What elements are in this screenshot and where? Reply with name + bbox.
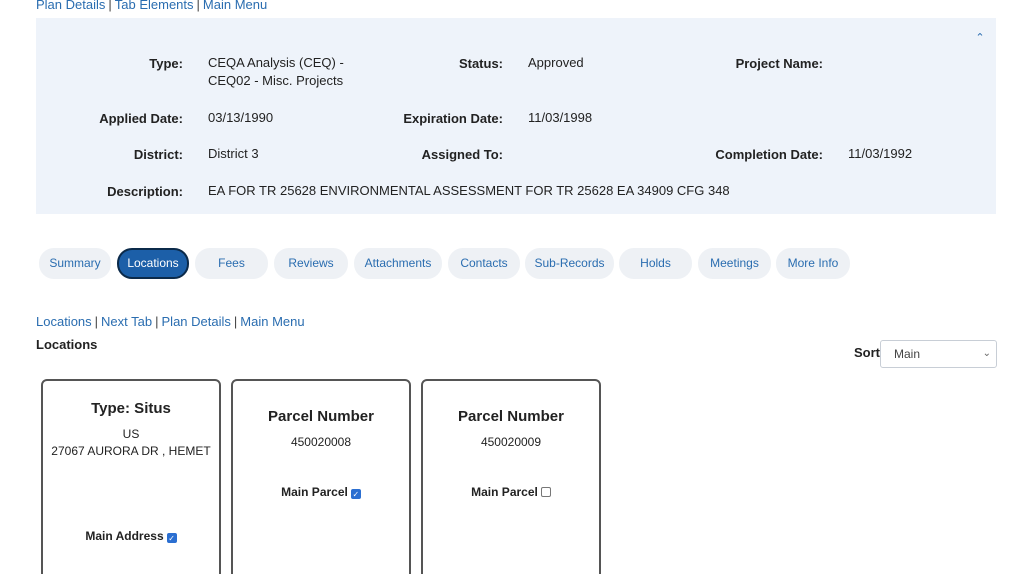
checkbox-icon[interactable] [541, 487, 551, 497]
location-card [421, 379, 601, 574]
top-breadcrumb [36, 0, 267, 12]
assigned-to-label: Assigned To: [421, 147, 503, 162]
plan-details-panel [36, 18, 996, 214]
type-value [208, 54, 344, 90]
status-value: Approved [528, 55, 584, 70]
tab-fees[interactable]: Fees [195, 248, 268, 279]
card-parcel-number: 450020009 [480, 435, 542, 449]
expiration-date-value: 11/03/1998 [528, 110, 593, 125]
main-parcel-row [423, 485, 599, 499]
type-value-line1: CEQA Analysis (CEQ) - [208, 55, 344, 70]
chevron-up-icon[interactable]: ⌃ [975, 32, 985, 44]
tab-contacts[interactable]: Contacts [448, 248, 520, 279]
breadcrumb-next-tab[interactable]: Next Tab [101, 314, 153, 329]
main-address-row [43, 529, 219, 543]
breadcrumb-main-menu[interactable]: Main Menu [202, 0, 268, 12]
card-title: Type: Situs [91, 400, 171, 417]
main-address-label: Main Address [85, 529, 164, 543]
applied-date-value: 03/13/1990 [208, 110, 274, 125]
card-title: Parcel Number [458, 408, 564, 425]
card-title: Parcel Number [268, 408, 374, 425]
breadcrumb-plan-details[interactable]: Plan Details [36, 0, 106, 12]
breadcrumb-separator: | [155, 314, 159, 329]
locations-breadcrumb [36, 314, 305, 329]
breadcrumb-separator: | [94, 314, 99, 329]
location-card [231, 379, 411, 574]
status-label: Status: [458, 56, 503, 71]
chevron-down-icon: ⌄ [982, 348, 991, 359]
record-tabs [36, 248, 996, 279]
breadcrumb-locations[interactable]: Locations [36, 314, 92, 329]
district-label: District: [133, 147, 183, 162]
breadcrumb-main-menu[interactable]: Main Menu [240, 314, 305, 329]
location-card [41, 379, 221, 574]
breadcrumb-separator: | [233, 314, 238, 329]
card-country: US [122, 427, 140, 441]
sort-label: Sort [854, 345, 880, 360]
tab-more-info[interactable]: More Info [776, 248, 850, 279]
tab-meetings[interactable]: Meetings [698, 248, 771, 279]
breadcrumb-tab-elements[interactable]: Tab Elements [114, 0, 194, 12]
tab-attachments[interactable]: Attachments [354, 248, 442, 279]
tab-locations[interactable]: Locations [117, 248, 189, 279]
completion-date-label: Completion Date: [715, 147, 823, 162]
sort-selected-value: Main [894, 347, 921, 361]
type-value-line2: CEQ02 - Misc. Projects [208, 73, 344, 88]
type-label: Type: [149, 56, 183, 71]
breadcrumb-separator: | [196, 0, 200, 12]
sort-select[interactable] [880, 340, 997, 368]
checkbox-icon[interactable]: ✓ [168, 534, 175, 543]
description-label: Description: [107, 184, 183, 199]
checkbox-icon[interactable]: ✓ [352, 490, 360, 499]
main-parcel-label: Main Parcel [281, 485, 348, 499]
breadcrumb-plan-details[interactable]: Plan Details [161, 314, 231, 329]
tab-summary[interactable]: Summary [39, 248, 111, 279]
district-value: District 3 [208, 146, 259, 161]
section-title: Locations [36, 337, 98, 352]
tab-holds[interactable]: Holds [619, 248, 692, 279]
card-parcel-number: 450020008 [290, 435, 352, 449]
card-address: 27067 AURORA DR , HEMET [51, 444, 211, 458]
project-name-label: Project Name: [735, 56, 823, 71]
applied-date-label: Applied Date: [99, 111, 183, 126]
breadcrumb-separator: | [108, 0, 112, 12]
description-value: EA FOR TR 25628 ENVIRONMENTAL ASSESSMENT FOR TR 25628 EA 34909 CFG 348 [208, 183, 730, 198]
main-parcel-row [233, 485, 409, 499]
completion-date-value: 11/03/1992 [848, 146, 913, 161]
main-parcel-label: Main Parcel [471, 485, 538, 499]
expiration-date-label: Expiration Date: [403, 111, 503, 126]
tab-reviews[interactable]: Reviews [274, 248, 348, 279]
tab-sub-records[interactable]: Sub-Records [525, 248, 614, 279]
